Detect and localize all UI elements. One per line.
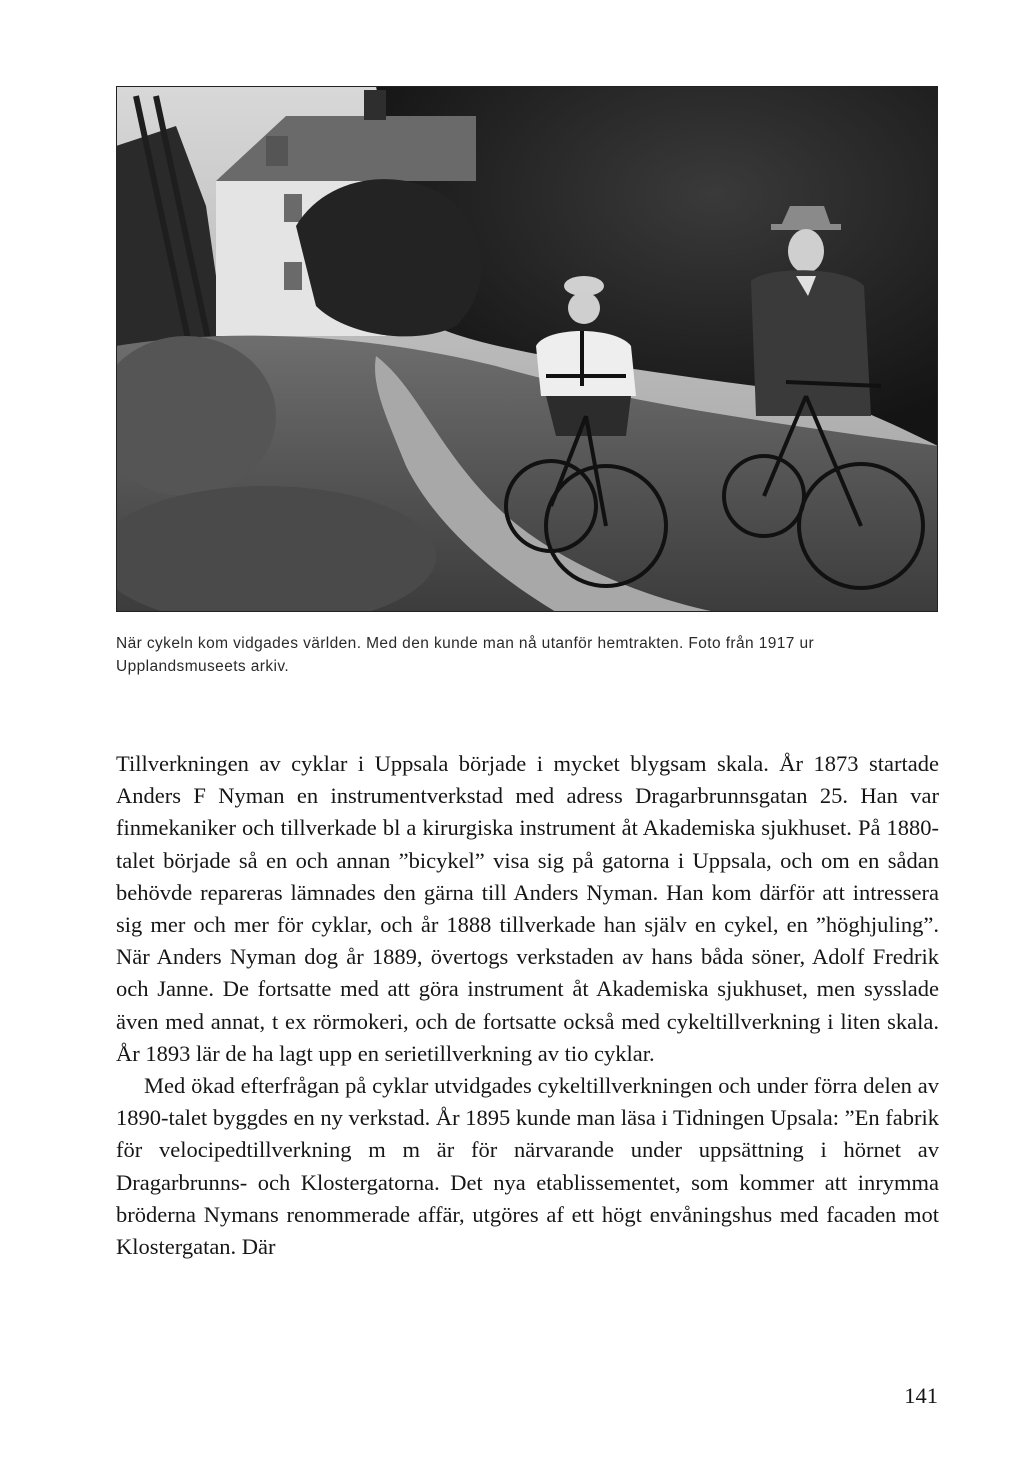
photo-caption: När cykeln kom vidgades världen. Med den kunde man nå utanför hemtrakten. Foto från 1917 ur Upplandsmuseets arkiv. [116, 635, 815, 675]
paragraph-2: Med ökad efterfrågan på cyklar utvidgades cykeltillverkningen och under förra delen av 1890-talet byggdes en ny verkstad. År 1895 kunde man läsa i Tidningen Upsala: ”En fabrik för velocipedtillverkning m m är för närvarande under uppsättning i hörnet av Dragarbrunns- och Klostergatorna. Det nya etablissementet, som kommer att inrymma bröderna Nymans renommerade affär, utgöres af ett högt envåningshus med facaden mot Klostergatan. Där [116, 1073, 939, 1260]
page-number: 141 [904, 1383, 938, 1408]
historical-photo [116, 86, 938, 612]
article-body [116, 748, 939, 1263]
bicycle-photo-icon [116, 86, 938, 612]
paragraph-1: Tillverkningen av cyklar i Uppsala började i mycket blygsam skala. År 1873 startade Anders F Nyman en instrumentverkstad med adress Dragarbrunnsgatan 25. Han var finmekaniker och tillverkade bl a kirurgiska instrument åt Akademiska sjukhuset. På 1880-talet började så en och annan ”bicykel” visa sig på gatorna i Uppsala, och om en sådan behövde repareras lämnades den gärna till Anders Nyman. Han kom därför att intressera sig mer och mer för cyklar, och år 1888 tillverkade han själv en cykel, en ”höghjuling”. När Anders Nyman dog år 1889, övertogs verkstaden av hans båda söner, Adolf Fredrik och Janne. De fortsatte med att göra instrument åt Akademiska sjukhuset, men sysslade även med annat, t ex rörmokeri, och de fortsatte också med cykeltillverkning i liten skala. År 1893 lär de ha lagt upp en serietillverkning av tio cyklar. [116, 751, 939, 1066]
